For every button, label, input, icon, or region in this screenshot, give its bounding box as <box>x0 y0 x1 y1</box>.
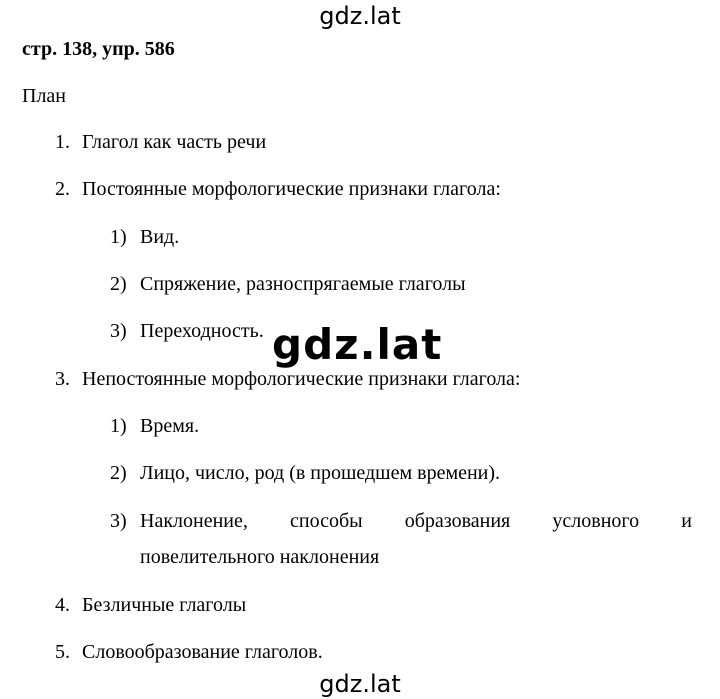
list-item-text: Безличные глаголы <box>82 594 247 616</box>
justified-word: образования <box>404 510 511 532</box>
sub-item-3-3-line2: повелительного наклонения <box>140 546 380 568</box>
list-item-number: 1. <box>55 131 70 153</box>
watermark-top: gdz.lat <box>319 2 401 30</box>
list-item-4 <box>55 594 246 617</box>
list-item-text: Глагол как часть речи <box>82 131 267 153</box>
sub-item-2-1 <box>110 226 179 249</box>
list-item-3 <box>55 368 520 391</box>
sub-item-3-3-number <box>110 510 140 533</box>
exercise-heading: стр. 138, упр. 586 <box>22 38 175 60</box>
justified-word: условного <box>552 510 640 532</box>
sub-item-2-3 <box>110 320 264 343</box>
sub-item-3-1 <box>110 415 199 438</box>
sub-item-2-2 <box>110 273 466 296</box>
sub-item-3-3-line1 <box>140 510 692 533</box>
sub-item-text: Переходность. <box>140 320 264 342</box>
justified-word: способы <box>290 510 363 532</box>
watermark-bottom: gdz.lat <box>319 670 401 698</box>
list-item-text: Постоянные морфологические признаки глагола: <box>82 178 501 200</box>
sub-item-text: Лицо, число, род (в прошедшем времени). <box>140 462 501 484</box>
sub-item-text: Время. <box>140 415 200 437</box>
sub-item-number: 2) <box>110 462 127 484</box>
watermark-center: gdz.lat <box>272 320 443 369</box>
list-item-5 <box>55 641 323 664</box>
sub-item-number: 1) <box>110 415 127 437</box>
justified-word: и <box>681 510 692 532</box>
sub-item-text: Вид. <box>140 226 180 248</box>
justified-word: Наклонение, <box>140 510 248 532</box>
sub-item-number: 2) <box>110 273 127 295</box>
list-item-2 <box>55 178 501 201</box>
list-item-number: 5. <box>55 641 70 663</box>
sub-item-number: 3) <box>110 320 127 342</box>
list-item-number: 4. <box>55 594 70 616</box>
sub-item-number: 1) <box>110 226 127 248</box>
sub-item-text: Спряжение, разноспрягаемые глаголы <box>140 273 466 295</box>
list-item-number: 3. <box>55 368 70 390</box>
list-item-1 <box>55 131 266 154</box>
plan-label: План <box>22 85 67 107</box>
list-item-number: 2. <box>55 178 70 200</box>
list-item-text: Непостоянные морфологические признаки глагола: <box>82 368 521 390</box>
list-item-text: Словообразование глаголов. <box>82 641 323 663</box>
sub-item-number: 3) <box>110 510 127 532</box>
sub-item-3-2 <box>110 462 500 485</box>
